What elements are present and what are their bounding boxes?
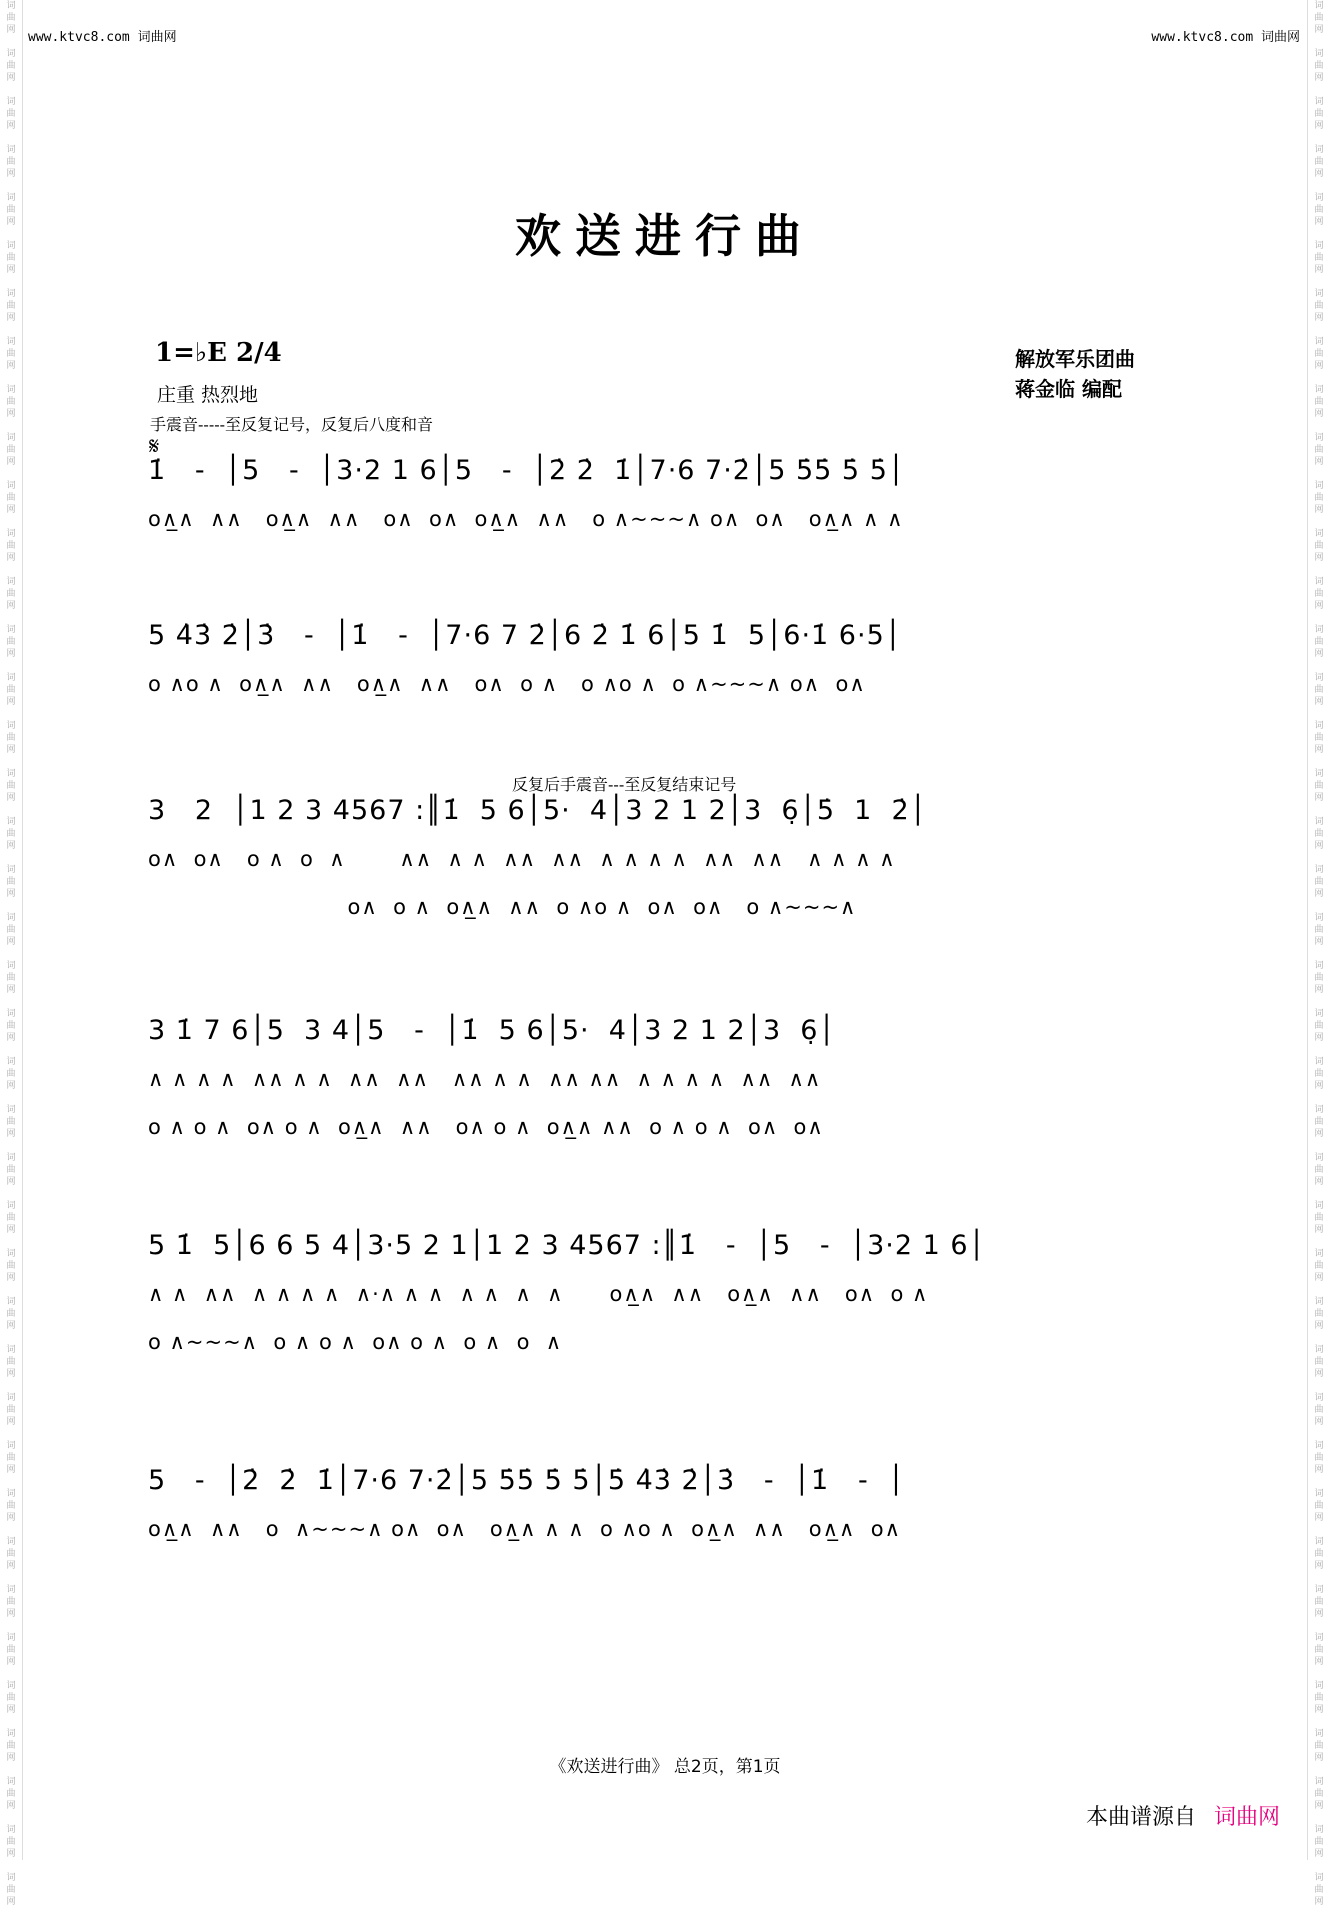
tempo-marking: 庄重 热烈地: [157, 384, 259, 406]
melody-line: 1̇ - │5 - │3·2 1 6│5 - │2̇ 2̇ 1̇│7·6 7·2̇│5 5̇5̇ 5̇ 5̇│: [148, 455, 906, 486]
right-watermark: 词 曲 网 词 曲 网 词 曲 网 词 曲 网 词 曲 网 词 曲 网 词 曲 网 词 曲 网 词 曲 网 词 曲 网 词 曲 网 词 曲 网 词 曲 网 词 曲 网 词 曲 网 词 曲 网 词 曲 网 词 曲 网 词 曲 网 词 曲 网 词 曲 网 词 曲 网 词 曲 网 词 曲 网 词 曲 网 词 曲 网 词 曲 网 词 曲 网 词 曲 网 词 曲 网 词 曲 网 词 曲 网 词 曲 网 词 曲 网 词 曲 网 词 曲 网 词 曲 网 词 曲 网 词 曲 网 词 曲 网: [1314, 1, 1324, 1907]
composer-credit: 解放军乐团曲: [1015, 347, 1135, 371]
accompaniment-line: o∧ o ∧ o∧̲∧ ∧∧ o ∧o ∧ o∧ o∧ o ∧~~~∧: [148, 895, 857, 919]
source-credit: [1086, 1800, 1280, 1831]
accompaniment-line: ∧ ∧ ∧∧ ∧ ∧ ∧ ∧ ∧·∧ ∧ ∧ ∧ ∧ ∧ ∧ o∧̲∧ ∧∧ o∧̲∧ ∧∧ o∧ o ∧: [148, 1282, 929, 1306]
left-margin-line: [22, 0, 23, 1860]
melody-line: 5 - │2̇ 2̇ 1̇│7·6 7·2̇│5 5̇5̇ 5̇ 5̇│5̇ 4̇3̇ 2̇│3̇ - │1̇ - │: [148, 1465, 906, 1496]
source-brand-link[interactable]: 词曲网: [1213, 1805, 1280, 1830]
arranger-credit: 蒋金临 编配: [1015, 377, 1122, 401]
instruction-first: 手震音-----至反复记号，反复后八度和音: [150, 415, 434, 434]
accompaniment-line: o ∧o ∧ o∧̲∧ ∧∧ o∧̲∧ ∧∧ o∧ o ∧ o ∧o ∧ o ∧~~~∧ o∧ o∧: [148, 672, 866, 696]
left-watermark: 词 曲 网 词 曲 网 词 曲 网 词 曲 网 词 曲 网 词 曲 网 词 曲 网 词 曲 网 词 曲 网 词 曲 网 词 曲 网 词 曲 网 词 曲 网 词 曲 网 词 曲 网 词 曲 网 词 曲 网 词 曲 网 词 曲 网 词 曲 网 词 曲 网 词 曲 网 词 曲 网 词 曲 网 词 曲 网 词 曲 网 词 曲 网 词 曲 网 词 曲 网 词 曲 网 词 曲 网 词 曲 网 词 曲 网 词 曲 网 词 曲 网 词 曲 网 词 曲 网 词 曲 网 词 曲 网 词 曲 网: [6, 1, 16, 1907]
accompaniment-line: ∧ ∧ ∧ ∧ ∧∧ ∧ ∧ ∧∧ ∧∧ ∧∧ ∧ ∧ ∧∧ ∧∧ ∧ ∧ ∧ ∧ ∧∧ ∧∧: [148, 1067, 822, 1091]
instruction-second: 反复后手震音---至反复结束记号: [512, 775, 737, 794]
melody-line: 3 2 │1 2 3 4567 :║1̇ 5 6│5· 4│3 2 1 2│3 6̣│5̇ 1 2̇│: [148, 795, 927, 826]
site-url-left[interactable]: www.ktvc8.com 词曲网: [28, 30, 177, 45]
melody-line: 3 1̇ 7 6│5 3 4│5 - │1̇ 5 6│5· 4│3 2 1 2│3 6̣│: [148, 1015, 836, 1046]
accompaniment-line: o ∧ o ∧ o∧ o ∧ o∧̲∧ ∧∧ o∧ o ∧ o∧̲∧ ∧∧ o ∧ o ∧ o∧ o∧: [148, 1115, 824, 1139]
song-title: 欢送进行曲: [515, 209, 815, 263]
melody-line: 5 1̇ 5│6 6 5 4│3·5 2 1│1 2 3 4567 :║1̇ - │5 - │3·2 1 6│: [148, 1230, 986, 1261]
page-footer: 《欢送进行曲》 总2页，第1页: [549, 1757, 781, 1777]
melody-line: 5 4̇3̇ 2̇│3̇ - │1̇ - │7·6 7 2̇│6 2̇ 1̇ 6│5 1̇ 5│6·1̇ 6·5│: [148, 620, 902, 651]
accompaniment-line: o∧̲∧ ∧∧ o ∧~~~∧ o∧ o∧ o∧̲∧ ∧ ∧ o ∧o ∧ o∧̲∧ ∧∧ o∧̲∧ o∧: [148, 1517, 901, 1541]
right-margin-line: [1307, 0, 1308, 1860]
source-label: 本曲谱源自: [1085, 1805, 1196, 1830]
site-url-right[interactable]: www.ktvc8.com 词曲网: [1151, 30, 1300, 45]
segno-sign: 𝄋: [149, 432, 160, 460]
accompaniment-line: o ∧~~~∧ o ∧ o ∧ o∧ o ∧ o ∧ o ∧: [148, 1330, 563, 1354]
accompaniment-line: o∧̲∧ ∧∧ o∧̲∧ ∧∧ o∧ o∧ o∧̲∧ ∧∧ o ∧~~~∧ o∧ o∧ o∧̲∧ ∧ ∧: [148, 507, 904, 531]
accompaniment-line: o∧ o∧ o ∧ o ∧ ∧∧ ∧ ∧ ∧∧ ∧∧ ∧ ∧ ∧ ∧ ∧∧ ∧∧ ∧ ∧ ∧ ∧: [148, 847, 896, 871]
key-signature: 1=♭E 2/4: [155, 338, 282, 368]
